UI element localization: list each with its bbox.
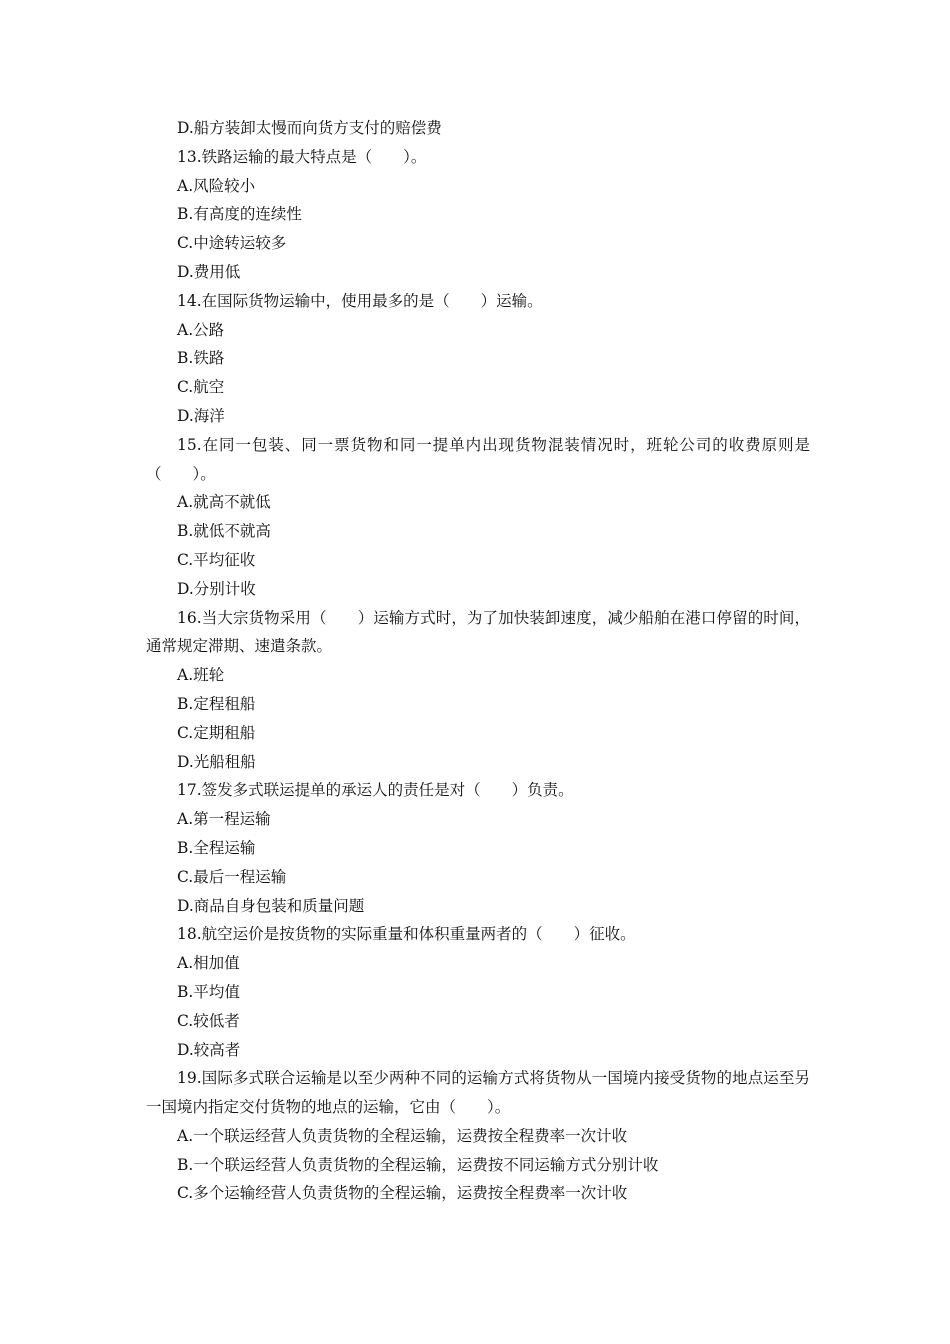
option-line: C.多个运输经营人负责货物的全程运输，运费按全程费率一次计收 (177, 1184, 628, 1203)
option-line: D.较高者 (177, 1040, 241, 1059)
question-line: 17.签发多式联运提单的承运人的责任是对（ ）负责。 (177, 781, 574, 800)
option-line: C.最后一程运输 (177, 867, 287, 886)
option-line: A.风险较小 (177, 176, 256, 195)
option-line: B.定程租船 (177, 694, 256, 713)
option-line: A.一个联运经营人负责货物的全程运输，运费按全程费率一次计收 (177, 1126, 628, 1145)
option-line: D.海洋 (177, 406, 225, 425)
option-line: C.平均征收 (177, 550, 256, 569)
option-line: B.就低不就高 (177, 522, 271, 541)
option-line: D.费用低 (177, 262, 241, 281)
option-line: B.有高度的连续性 (177, 205, 302, 224)
option-line: A.就高不就低 (177, 493, 271, 512)
option-line: D.光船租船 (177, 752, 256, 771)
option-line: D.分别计收 (177, 579, 256, 598)
option-line: C.定期租船 (177, 723, 256, 742)
question-line: 14.在国际货物运输中，使用最多的是（ ）运输。 (177, 291, 543, 310)
question-line: 15.在同一包装、同一票货物和同一提单内出现货物混装情况时，班轮公司的收费原则是（ ）。 (146, 435, 810, 483)
option-line: B.一个联运经营人负责货物的全程运输，运费按不同运输方式分别计收 (177, 1155, 659, 1174)
option-line: A.第一程运输 (177, 810, 271, 829)
option-line: D.商品自身包装和质量问题 (177, 896, 365, 915)
option-line: B.平均值 (177, 982, 240, 1001)
option-line: A.相加值 (177, 954, 240, 973)
option-line: C.航空 (177, 378, 225, 397)
option-line: B.全程运输 (177, 838, 256, 857)
question-line: 13.铁路运输的最大特点是（ ）。 (177, 147, 427, 166)
question-list (146, 114, 810, 1208)
option-line: B.铁路 (177, 349, 225, 368)
option-line: C.中途转运较多 (177, 234, 287, 253)
question-line: 19.国际多式联合运输是以至少两种不同的运输方式将货物从一国境内接受货物的地点运至另一国境内指定交付货物的地点的运输，它由（ ）。 (146, 1069, 810, 1117)
option-line: A.班轮 (177, 666, 225, 685)
option-line: D.船方装卸太慢而向货方支付的赔偿费 (177, 119, 442, 137)
question-line: 16.当大宗货物采用（ ）运输方式时，为了加快装卸速度，减少船舶在港口停留的时间，通常规定滞期、速遣条款。 (146, 608, 810, 656)
option-line: A.公路 (177, 320, 225, 339)
question-line: 18.航空运价是按货物的实际重量和体积重量两者的（ ）征收。 (177, 925, 636, 944)
option-line: C.较低者 (177, 1011, 240, 1030)
